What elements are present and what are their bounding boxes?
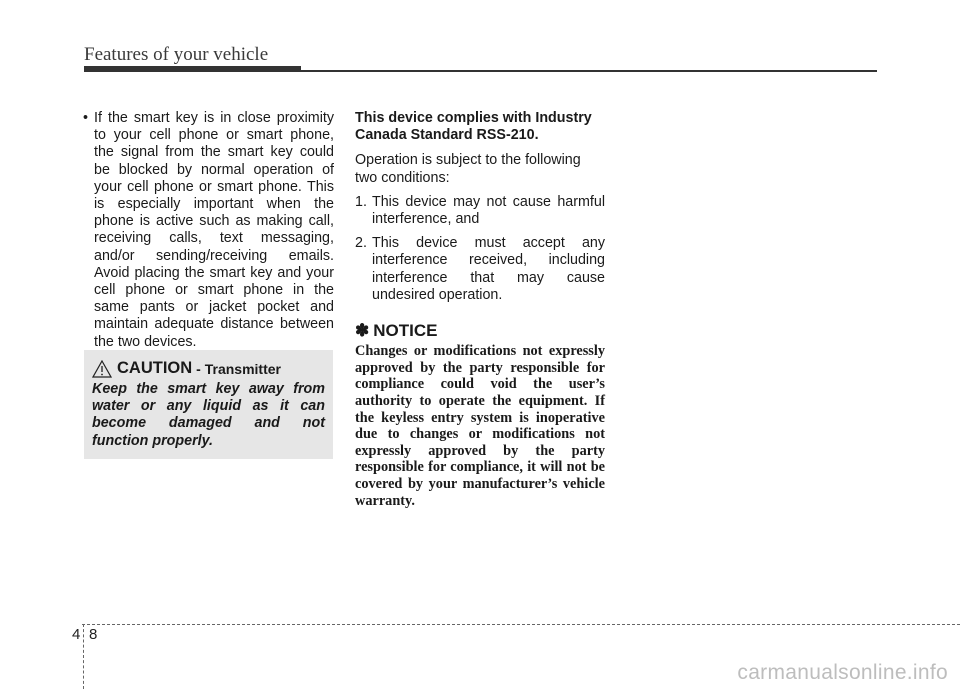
notice-title: NOTICE <box>373 321 438 341</box>
list-text: This device must accept any interference received, including interference that may cause undesired operation. <box>372 235 605 303</box>
footer-divider <box>83 624 84 689</box>
page-number: 8 <box>89 626 98 643</box>
header-rule-thick <box>84 66 301 72</box>
list-item <box>355 194 605 228</box>
caution-box <box>84 350 333 459</box>
caution-header <box>92 359 281 378</box>
caution-subtitle: - Transmitter <box>196 360 281 377</box>
list-number: 1. <box>355 193 367 210</box>
list-number: 2. <box>355 235 367 252</box>
notice-asterisk-icon: ✽ <box>355 321 370 341</box>
header-rule-thin <box>301 70 877 72</box>
right-column <box>355 110 605 509</box>
list-item <box>355 235 605 304</box>
footer-rule <box>82 624 960 625</box>
bullet-text: If the smart key is in close proximity to your cell phone or smart phone, the signal from the smart key could be blocked by normal operation of your cell phone or smart phone. This is especially important when the phone is active such as making call, receiving calls, text messaging, and/or sending/receiving emails. Avoid placing the smart key and your cell phone or smart phone in the same pants or jacket pocket and maintain adequate distance between the two devices. <box>94 110 334 350</box>
section-number: 4 <box>72 626 81 643</box>
notice-heading <box>355 322 605 339</box>
compliance-heading: This device complies with Industry Canada Standard RSS-210. <box>355 110 592 144</box>
page-header-title: Features of your vehicle <box>84 44 269 65</box>
bullet-dot: • <box>83 110 89 126</box>
list-text: This device may not cause harmful interference, and <box>372 193 605 228</box>
conditions-intro: Operation is subject to the following two conditions: <box>355 152 581 186</box>
caution-body: Keep the smart key away from water or any liquid as it can become damaged and not function properly. <box>92 381 325 449</box>
watermark: carmanualsonline.info <box>737 661 948 684</box>
warning-triangle-icon <box>92 360 112 378</box>
notice-body: Changes or modifications not expressly approved by the party responsible for compliance could void the user’s authority to operate the equipment. If the keyless entry system is inoperative due to changes or modifications not expressly approved by the party responsible for compliance, it will not be covered by your manufacturer’s vehicle warranty. <box>355 343 605 509</box>
bullet-item <box>83 110 334 351</box>
caution-title: CAUTION <box>117 359 193 377</box>
left-column <box>83 110 334 351</box>
